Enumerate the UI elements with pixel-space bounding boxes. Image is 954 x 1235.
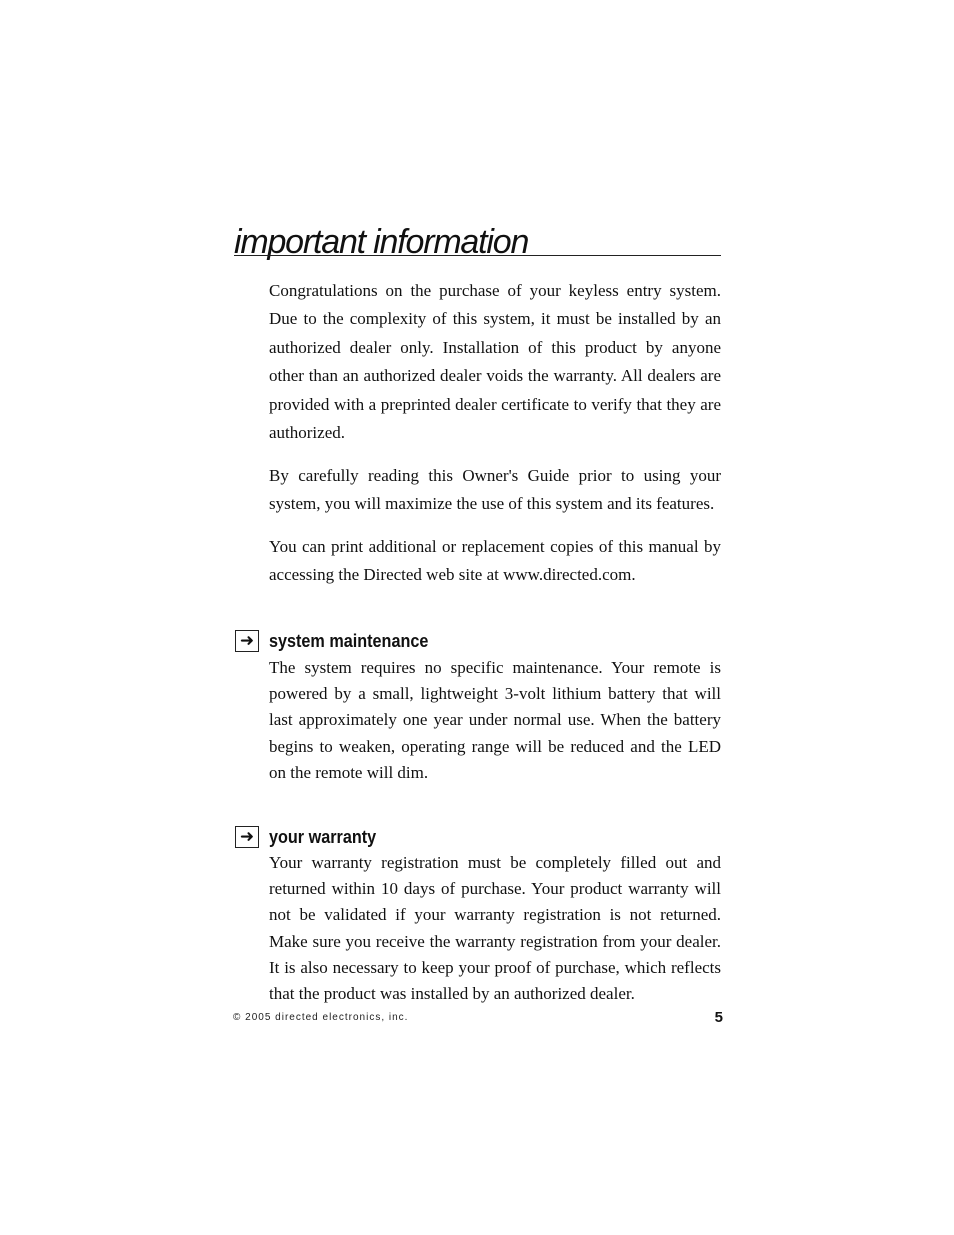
section-heading-your-warranty (235, 825, 388, 849)
section-title: your warranty (269, 826, 377, 847)
page-title: important information (234, 223, 529, 261)
footer-copyright: © 2005 directed electronics, inc. (233, 1012, 409, 1023)
intro-paragraph-3: You can print additional or replacement copies of this manual by accessing the Directed web site at www.directed.com. (269, 537, 721, 585)
section-title: system maintenance (269, 630, 429, 651)
title-underline-rule (234, 255, 721, 256)
arrow-right-icon: ➜ (235, 826, 259, 848)
your-warranty-paragraph: Your warranty registration must be completely filled out and returned within 10 days of purchase. Your product warranty will not be validated if your warranty registration is not returned. Make sure you receive the warranty registration from your dealer. It is also necessary to keep your proof of purchase, which reflects that the product was installed by an authorized dealer. (269, 853, 721, 1004)
section-heading-system-maintenance (235, 629, 446, 653)
intro-paragraph-2: By carefully reading this Owner's Guide prior to using your system, you will maximize the use of this system and its features. (269, 466, 721, 514)
page-number: 5 (714, 1009, 723, 1026)
arrow-right-icon: ➜ (235, 630, 259, 652)
system-maintenance-paragraph: The system requires no specific maintenance. Your remote is powered by a small, lightweight 3-volt lithium battery that will last approximately one year under normal use. When the battery begins to weaken, operating range will be reduced and the LED on the remote will dim. (269, 658, 721, 782)
intro-paragraph-1: Congratulations on the purchase of your keyless entry system. Due to the complexity of this system, it must be installed by an authorized dealer only. Installation of this product by anyone other than an authorized dealer voids the warranty. All dealers are provided with a preprinted dealer certificate to verify that they are authorized. (269, 281, 721, 443)
